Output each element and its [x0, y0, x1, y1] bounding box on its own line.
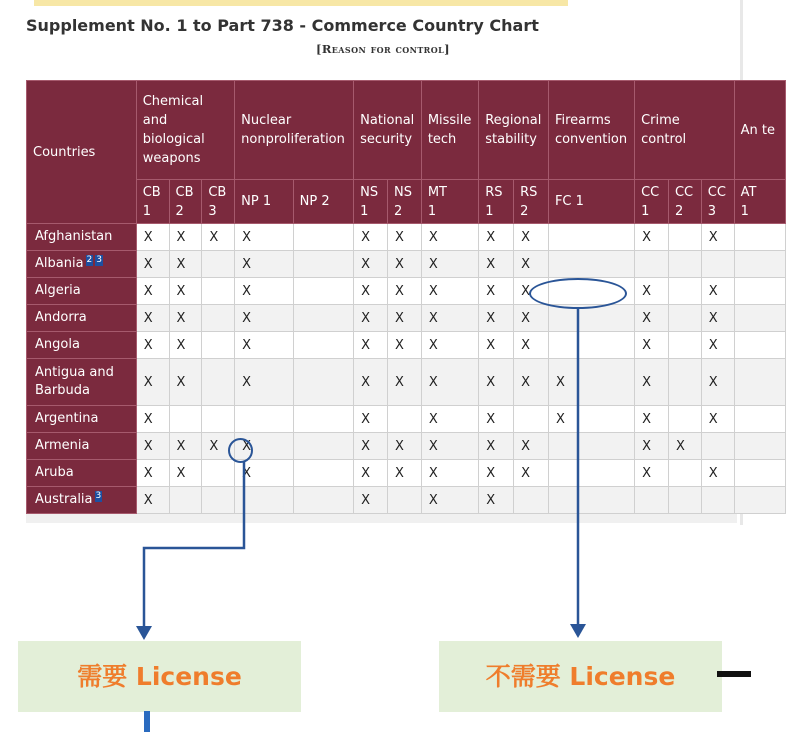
control-cell: [202, 460, 235, 487]
control-cell: X: [235, 332, 293, 359]
control-cell: X: [387, 359, 421, 406]
control-cell: [293, 433, 354, 460]
control-cell: X: [701, 460, 734, 487]
control-cell: [548, 433, 634, 460]
group-header-crime-control: Crime control: [635, 81, 735, 180]
control-cell: [734, 332, 785, 359]
column-header: CC 2: [668, 180, 701, 224]
control-cell: [668, 359, 701, 406]
control-cell: X: [136, 460, 169, 487]
control-cell: [734, 278, 785, 305]
country-name-cell[interactable]: [27, 406, 137, 433]
control-cell: X: [354, 406, 388, 433]
control-cell: X: [635, 332, 669, 359]
control-cell: X: [635, 224, 669, 251]
control-cell: X: [635, 305, 669, 332]
country-name[interactable]: Aruba: [35, 465, 74, 480]
control-cell: [701, 487, 734, 514]
control-cell: [202, 305, 235, 332]
control-cell: X: [354, 224, 388, 251]
control-cell: X: [387, 460, 421, 487]
control-cell: [293, 224, 354, 251]
control-cell: [701, 433, 734, 460]
control-cell: X: [514, 332, 549, 359]
control-cell: [235, 406, 293, 433]
column-header: NP 2: [293, 180, 354, 224]
control-cell: X: [701, 406, 734, 433]
control-cell: X: [235, 359, 293, 406]
control-cell: [734, 251, 785, 278]
fc1-highlight-oval: [529, 278, 627, 309]
control-cell: X: [136, 406, 169, 433]
column-header: RS 2: [514, 180, 549, 224]
license-not-required-callout: 不需要 License: [439, 641, 722, 712]
control-cell: X: [387, 224, 421, 251]
control-cell: [734, 406, 785, 433]
country-name-cell[interactable]: [27, 332, 137, 359]
control-cell: X: [235, 460, 293, 487]
control-cell: X: [479, 406, 514, 433]
control-cell: [548, 332, 634, 359]
control-cell: X: [479, 359, 514, 406]
control-cell: X: [479, 332, 514, 359]
control-cell: X: [387, 305, 421, 332]
control-cell: [548, 224, 634, 251]
control-cell: [514, 487, 549, 514]
control-cell: X: [136, 359, 169, 406]
table-row: [27, 332, 786, 359]
country-name[interactable]: Australia: [35, 492, 93, 507]
control-cell: X: [635, 359, 669, 406]
control-cell: [202, 487, 235, 514]
control-cell: X: [235, 251, 293, 278]
control-cell: X: [479, 433, 514, 460]
country-chart-table: [26, 80, 786, 514]
control-cell: X: [354, 332, 388, 359]
page-title: Supplement No. 1 to Part 738 - Commerce Country Chart: [26, 16, 539, 35]
control-cell: X: [202, 433, 235, 460]
control-cell: [202, 406, 235, 433]
column-header: RS 1: [479, 180, 514, 224]
control-cell: [202, 278, 235, 305]
control-cell: X: [479, 251, 514, 278]
table-row: [27, 278, 786, 305]
country-name-cell[interactable]: [27, 487, 137, 514]
control-cell: X: [421, 406, 478, 433]
connector-stub: [144, 711, 150, 732]
control-cell: [293, 460, 354, 487]
license-required-callout: 需要 License: [18, 641, 301, 712]
control-cell: [387, 487, 421, 514]
control-cell: X: [701, 224, 734, 251]
control-cell: [202, 359, 235, 406]
column-header: MT 1: [421, 180, 478, 224]
control-cell: X: [514, 224, 549, 251]
control-cell: X: [354, 487, 388, 514]
column-header: AT 1: [734, 180, 785, 224]
country-name[interactable]: Albania: [35, 256, 84, 271]
country-name[interactable]: Algeria: [35, 283, 81, 298]
control-cell: X: [421, 224, 478, 251]
table-row: [27, 433, 786, 460]
control-cell: X: [169, 332, 202, 359]
column-header: CC 3: [701, 180, 734, 224]
table-row: [27, 224, 786, 251]
control-cell: X: [514, 433, 549, 460]
control-cell: X: [235, 305, 293, 332]
control-cell: [293, 278, 354, 305]
control-cell: [202, 332, 235, 359]
control-cell: X: [387, 278, 421, 305]
control-cell: X: [354, 305, 388, 332]
control-cell: X: [169, 359, 202, 406]
control-cell: X: [635, 460, 669, 487]
table-row: [27, 406, 786, 433]
control-cell: X: [635, 278, 669, 305]
control-cell: [293, 359, 354, 406]
control-cell: X: [387, 332, 421, 359]
control-cell: [668, 305, 701, 332]
control-cell: X: [354, 251, 388, 278]
control-cell: [734, 487, 785, 514]
control-cell: X: [479, 278, 514, 305]
table-row: [27, 359, 786, 406]
column-header: NS 2: [387, 180, 421, 224]
control-cell: [293, 305, 354, 332]
control-cell: X: [514, 278, 549, 305]
footnote-link[interactable]: 3: [96, 255, 103, 265]
control-cell: X: [169, 460, 202, 487]
control-cell: X: [421, 359, 478, 406]
control-cell: X: [421, 460, 478, 487]
group-header-nuclear: Nuclear nonproliferation: [235, 81, 354, 180]
control-cell: [293, 251, 354, 278]
control-cell: X: [479, 224, 514, 251]
control-cell: X: [421, 487, 478, 514]
countries-header: Countries: [27, 81, 137, 224]
control-cell: X: [354, 433, 388, 460]
control-cell: X: [701, 359, 734, 406]
control-cell: [548, 251, 634, 278]
connector-dash: [717, 671, 751, 677]
country-name[interactable]: Andorra: [35, 310, 87, 325]
control-cell: X: [235, 224, 293, 251]
control-cell: [635, 251, 669, 278]
control-cell: X: [169, 224, 202, 251]
control-cell: X: [421, 305, 478, 332]
control-cell: [548, 305, 634, 332]
control-cell: [701, 251, 734, 278]
control-cell: X: [479, 460, 514, 487]
control-cell: [235, 487, 293, 514]
control-cell: X: [169, 278, 202, 305]
country-name[interactable]: Angola: [35, 337, 80, 352]
table-row: [27, 251, 786, 278]
control-cell: [548, 487, 634, 514]
country-name-cell[interactable]: [27, 433, 137, 460]
control-cell: X: [701, 278, 734, 305]
control-cell: X: [421, 278, 478, 305]
column-header: CC 1: [635, 180, 669, 224]
country-name-cell[interactable]: [27, 460, 137, 487]
control-cell: X: [635, 433, 669, 460]
control-cell: X: [514, 305, 549, 332]
table-row: [27, 305, 786, 332]
control-cell: X: [548, 359, 634, 406]
arrow-left-head: [136, 626, 152, 640]
control-cell: [293, 487, 354, 514]
np1-highlight-circle: [228, 438, 253, 463]
country-name[interactable]: Argentina: [35, 411, 99, 426]
control-cell: X: [354, 460, 388, 487]
control-cell: X: [169, 251, 202, 278]
control-cell: X: [635, 406, 669, 433]
control-cell: X: [479, 487, 514, 514]
control-cell: [169, 487, 202, 514]
control-cell: X: [514, 251, 549, 278]
control-cell: X: [387, 433, 421, 460]
country-name-cell[interactable]: [27, 359, 137, 406]
control-cell: [668, 460, 701, 487]
country-name-cell[interactable]: [27, 224, 137, 251]
arrow-right-head: [570, 624, 586, 638]
country-name-cell[interactable]: [27, 305, 137, 332]
country-name[interactable]: Afghanistan: [35, 229, 113, 244]
control-cell: [293, 406, 354, 433]
control-cell: [548, 460, 634, 487]
country-name[interactable]: Armenia: [35, 438, 90, 453]
control-cell: [668, 278, 701, 305]
group-header-missile-tech: Missile tech: [421, 81, 478, 180]
country-name-cell[interactable]: [27, 278, 137, 305]
control-cell: X: [136, 251, 169, 278]
control-cell: [668, 224, 701, 251]
control-cell: X: [354, 359, 388, 406]
control-cell: [293, 332, 354, 359]
control-cell: [202, 251, 235, 278]
control-cell: [668, 251, 701, 278]
control-cell: X: [421, 251, 478, 278]
column-header: CB 3: [202, 180, 235, 224]
control-cell: X: [136, 278, 169, 305]
control-cell: X: [235, 433, 293, 460]
country-name-cell[interactable]: [27, 251, 137, 278]
column-header: NS 1: [354, 180, 388, 224]
control-cell: X: [701, 332, 734, 359]
group-header-truncated: An te: [734, 81, 785, 180]
control-cell: X: [202, 224, 235, 251]
group-header-national-security: National security: [354, 81, 422, 180]
control-cell: [668, 487, 701, 514]
column-header: CB 2: [169, 180, 202, 224]
page-subtitle: [Reason for control]: [316, 42, 450, 56]
control-cell: [734, 305, 785, 332]
column-header: CB 1: [136, 180, 169, 224]
table-row: [27, 460, 786, 487]
control-cell: X: [548, 406, 634, 433]
control-cell: X: [235, 278, 293, 305]
top-highlight-strip: [34, 0, 568, 6]
control-cell: X: [136, 433, 169, 460]
control-cell: [734, 433, 785, 460]
control-cell: [734, 359, 785, 406]
group-header-chemical-biological: Chemical and biological weapons: [136, 81, 234, 180]
table-row: [27, 487, 786, 514]
control-cell: [635, 487, 669, 514]
footnote-link[interactable]: 2: [86, 255, 93, 265]
commerce-country-chart: [26, 80, 775, 523]
control-cell: X: [421, 433, 478, 460]
control-cell: X: [354, 278, 388, 305]
control-cell: [668, 406, 701, 433]
control-cell: [668, 332, 701, 359]
control-cell: [734, 224, 785, 251]
control-cell: X: [668, 433, 701, 460]
control-cell: X: [136, 332, 169, 359]
control-cell: [734, 460, 785, 487]
control-cell: X: [514, 359, 549, 406]
control-cell: X: [387, 251, 421, 278]
control-cell: X: [479, 305, 514, 332]
control-cell: X: [421, 332, 478, 359]
group-header-regional-stability: Regional stability: [479, 81, 549, 180]
control-cell: [387, 406, 421, 433]
column-header: NP 1: [235, 180, 293, 224]
control-cell: X: [701, 305, 734, 332]
control-cell: X: [514, 460, 549, 487]
control-cell: X: [169, 433, 202, 460]
control-cell: X: [136, 487, 169, 514]
control-cell: X: [136, 224, 169, 251]
country-name[interactable]: Antigua and Barbuda: [35, 365, 114, 398]
control-cell: X: [136, 305, 169, 332]
control-cell: X: [169, 305, 202, 332]
group-header-firearms: Firearms convention: [548, 81, 634, 180]
control-cell: [514, 406, 549, 433]
column-header: FC 1: [548, 180, 634, 224]
control-cell: [169, 406, 202, 433]
footnote-link[interactable]: 3: [95, 491, 102, 501]
